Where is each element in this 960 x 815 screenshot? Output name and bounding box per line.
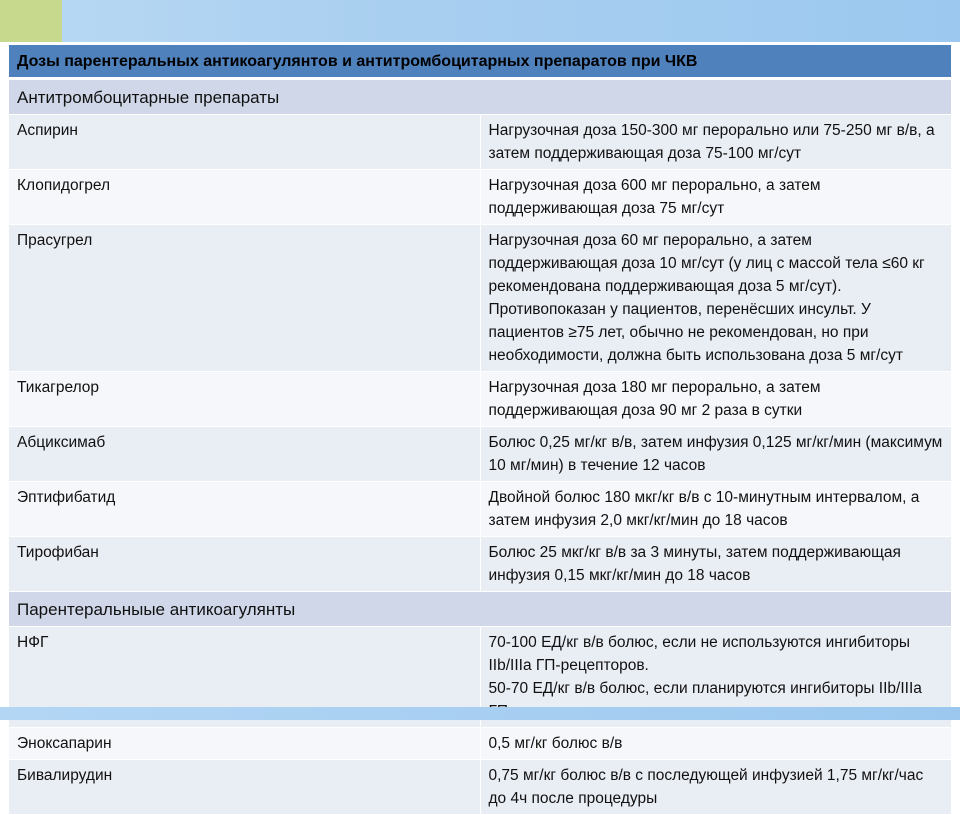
table-row xyxy=(9,225,952,372)
slide-header-accent xyxy=(0,0,62,42)
slide-footer-band xyxy=(0,707,960,720)
table-row xyxy=(9,115,952,170)
drug-dose: Болюс 25 мкг/кг в/в за 3 минуты, затем поддерживающая инфузия 0,15 мкг/кг/мин до 18 часов xyxy=(480,537,952,592)
drug-name: Бивалирудин xyxy=(9,760,481,815)
section-row-antiplatelet xyxy=(9,79,952,115)
drug-name: Аспирин xyxy=(9,115,481,170)
table-row xyxy=(9,482,952,537)
drug-dose: Двойной болюс 180 мкг/кг в/в с 10-минутным интервалом, а затем инфузия 2,0 мкг/кг/мин до 18 часов xyxy=(480,482,952,537)
table-row xyxy=(9,170,952,225)
drug-name: Клопидогрел xyxy=(9,170,481,225)
drug-name: Прасугрел xyxy=(9,225,481,372)
table-row xyxy=(9,760,952,815)
drug-name: Эптифибатид xyxy=(9,482,481,537)
table-row xyxy=(9,372,952,427)
drug-name: Эноксапарин xyxy=(9,728,481,760)
drug-name: Тикагрелор xyxy=(9,372,481,427)
slide-header-band xyxy=(0,0,960,42)
drug-dose: 0,5 мг/кг болюс в/в xyxy=(480,728,952,760)
drug-name: НФГ xyxy=(9,627,481,728)
section-heading-anticoagulant: Парентеральныые антикоагулянты xyxy=(9,592,952,627)
drug-dose: Нагрузочная доза 600 мг перорально, а затем поддерживающая доза 75 мг/сут xyxy=(480,170,952,225)
drug-dose: Болюс 0,25 мг/кг в/в, затем инфузия 0,125 мг/кг/мин (максимум 10 мг/мин) в течение 12 часов xyxy=(480,427,952,482)
drug-dose-line: 70-100 ЕД/кг в/в болюс, если не используются ингибиторы IIb/IIIa ГП-рецепторов. xyxy=(488,634,911,674)
section-row-anticoagulant xyxy=(9,592,952,627)
dosage-table xyxy=(8,44,952,815)
table-row xyxy=(9,728,952,760)
drug-name: Абциксимаб xyxy=(9,427,481,482)
drug-dose: Нагрузочная доза 180 мг перорально, а затем поддерживающая доза 90 мг 2 раза в сутки xyxy=(480,372,952,427)
section-heading-antiplatelet: Антитромбоцитарные препараты xyxy=(9,79,952,115)
drug-dose: Нагрузочная доза 150-300 мг перорально или 75-250 мг в/в, а затем поддерживающая доза 75-100 мг/сут xyxy=(480,115,952,170)
table-title-row xyxy=(9,45,952,79)
table-title: Дозы парентеральных антикоагулянтов и антитромбоцитарных препаратов при ЧКВ xyxy=(9,45,952,79)
drug-dose-line: 50-70 ЕД/кг в/в болюс, если планируются ингибиторы IIb/IIIa xyxy=(488,680,922,697)
table-row xyxy=(9,427,952,482)
table-row xyxy=(9,537,952,592)
drug-dose: Нагрузочная доза 60 мг перорально, а затем поддерживающая доза 10 мг/сут (у лиц с массой тела ≤60 кг рекомендована поддерживающая доза 5 мг/сут). Противопоказан у пациентов, перенёсших инсульт. У пациентов ≥75 лет, обычно не рекомендован, но при необходимости, должна быть использована доза 5 мг/сут xyxy=(480,225,952,372)
drug-dose: 0,75 мг/кг болюс в/в с последующей инфузией 1,75 мг/кг/час до 4ч после процедуры xyxy=(480,760,952,815)
drug-name: Тирофибан xyxy=(9,537,481,592)
